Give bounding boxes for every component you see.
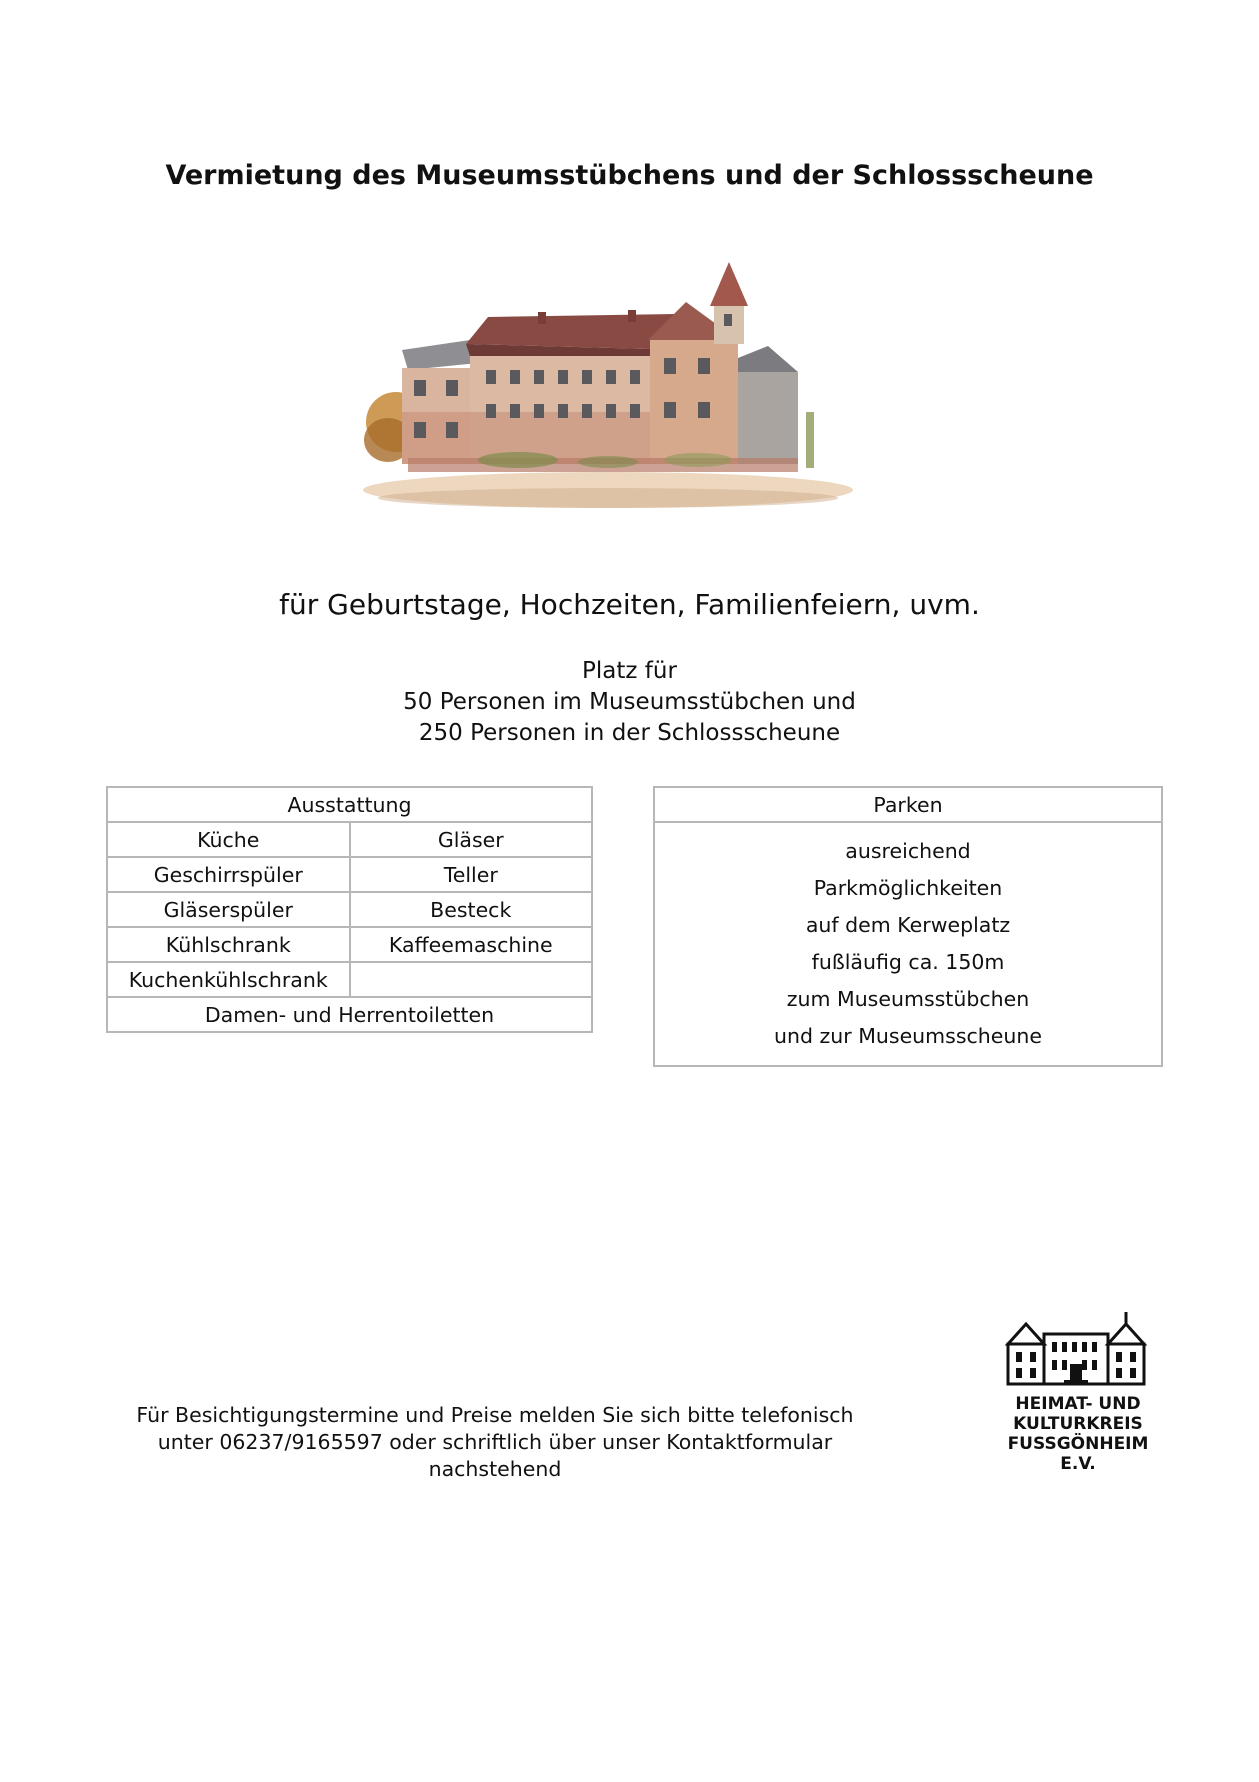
- table-cell: Geschirrspüler: [107, 857, 350, 892]
- table-cell: Besteck: [350, 892, 593, 927]
- page-title: Vermietung des Museumsstübchens und der Schlossscheune: [165, 160, 1094, 191]
- table-cell: Kühlschrank: [107, 927, 350, 962]
- logo-line: KULTURKREIS: [1013, 1414, 1143, 1434]
- capacity-line: 250 Personen in der Schlossscheune: [418, 720, 841, 746]
- logo-line: E.V.: [1060, 1454, 1096, 1474]
- parking-details: [654, 822, 1162, 1066]
- parking-line: ausreichend: [845, 839, 971, 863]
- parking-table: [653, 786, 1163, 1067]
- contact-line: nachstehend: [428, 1457, 562, 1481]
- table-cell: Küche: [107, 822, 350, 857]
- table-cell: Gläserspüler: [107, 892, 350, 927]
- contact-info: [95, 1402, 895, 1483]
- equipment-header: Ausstattung: [107, 787, 592, 822]
- table-cell: Kuchenkühlschrank: [107, 962, 350, 997]
- parking-line: auf dem Kerweplatz: [805, 913, 1011, 937]
- logo-line: HEIMAT- UND: [1015, 1394, 1141, 1414]
- parking-line: fußläufig ca. 150m: [811, 950, 1005, 974]
- table-row: [107, 962, 592, 997]
- table-cell: Teller: [350, 857, 593, 892]
- castle-illustration: [358, 262, 858, 522]
- table-row: [107, 857, 592, 892]
- parking-line: zum Museumsstübchen: [786, 987, 1030, 1011]
- parking-line: Parkmöglichkeiten: [813, 876, 1003, 900]
- contact-line: unter 06237/9165597 oder schriftlich über unser Kontaktformular: [157, 1430, 833, 1454]
- capacity-line: 50 Personen im Museumsstübchen und: [403, 689, 856, 715]
- table-cell: [350, 962, 593, 997]
- club-logo-text: [996, 1394, 1160, 1474]
- table-cell: Gläser: [350, 822, 593, 857]
- capacity-line: Platz für: [582, 658, 677, 684]
- table-row: [107, 822, 592, 857]
- event-types: für Geburtstage, Hochzeiten, Familienfeiern, uvm.: [279, 588, 980, 621]
- table-row: [107, 927, 592, 962]
- contact-line: Für Besichtigungstermine und Preise melden Sie sich bitte telefonisch: [136, 1403, 854, 1427]
- equipment-footer: Damen- und Herrentoiletten: [107, 997, 592, 1032]
- parking-line: und zur Museumsscheune: [774, 1024, 1042, 1048]
- capacity-info: [0, 656, 1259, 749]
- parking-header: Parken: [654, 787, 1162, 822]
- logo-line: FUSSGÖNHEIM: [1007, 1434, 1149, 1454]
- table-row: [107, 892, 592, 927]
- table-cell: Kaffeemaschine: [350, 927, 593, 962]
- equipment-table: [106, 786, 593, 1033]
